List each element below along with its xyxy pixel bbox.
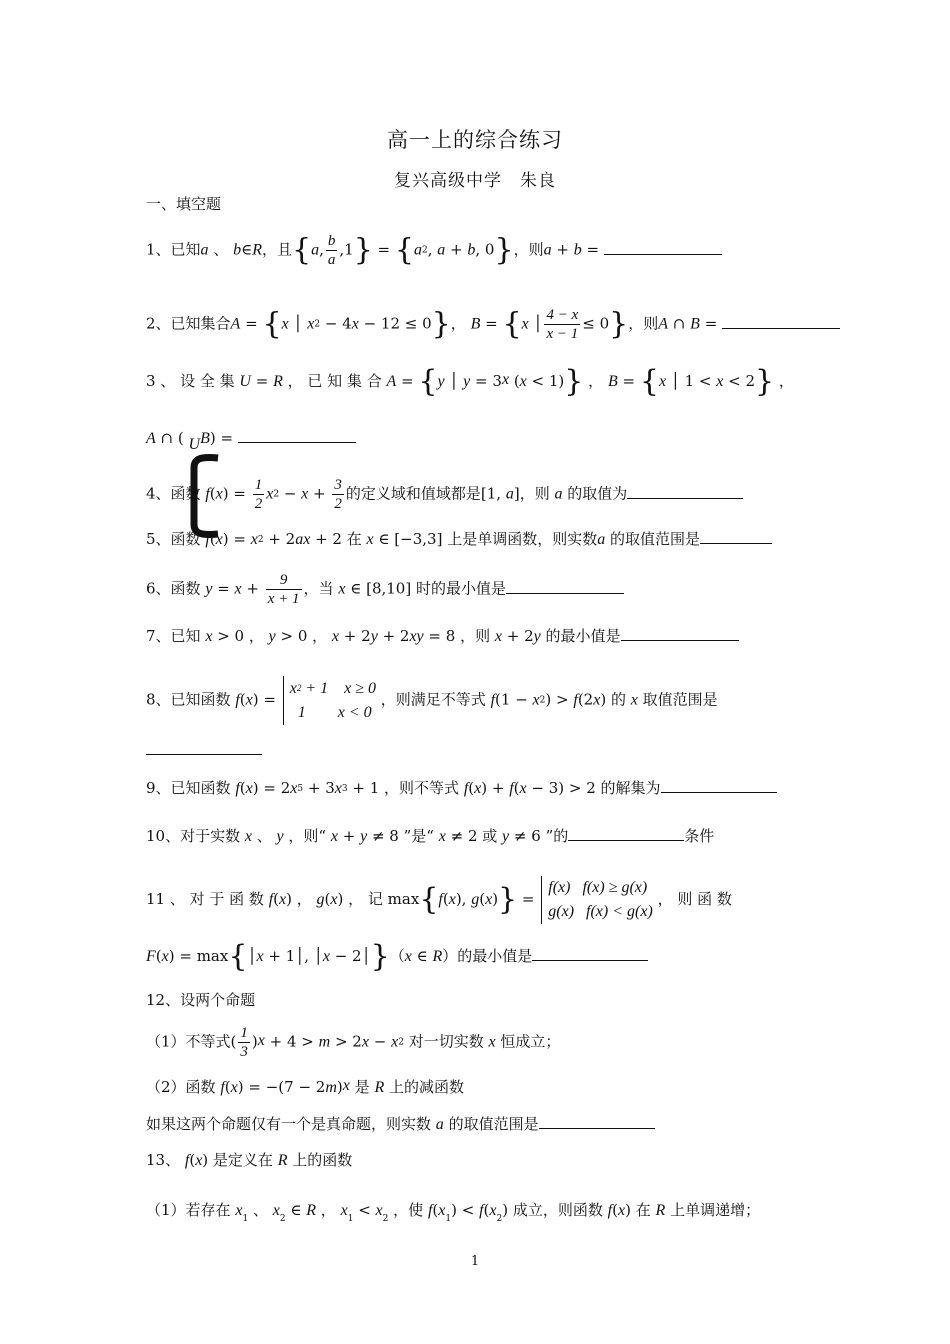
question-6: 6、函数 y = x + $\frac{9}{x + 1}$ ，当 x ∈ [8,10] 时的最小值是 <box>146 571 624 608</box>
question-13: 13、 f(x) 是定义在 R 上的函数 <box>146 1151 353 1169</box>
question-5: 5、函数 $f(x) = x^2 + 2ax + 2$ 在 x ∈ [−3,3] 上是单调函数，则实数a 的取值范围是 <box>146 529 772 550</box>
question-8: 8、已知函数 f(x) = $x^2 + 1$ x ≥ 0 1 x < 0 ，则满足不等式 $f(1 - x^2) > f(2x)$ 的 x 取值范围是 <box>146 676 718 725</box>
question-3: 3 、 设 全 集 U = R ， 已 知 集 合 A = {y │ $y = 3^x$ (x < 1)} ， B = {x │ 1 < x < 2} ， <box>146 364 794 399</box>
question-3-cont: A ∩ ( $_U$B) = <box>146 428 356 457</box>
question-10: 10、对于实数 x 、 y ，则“ x + y ≠ 8 ”是“ x ≠ 2 或 y ≠ 6 ”的 条件 <box>146 827 715 845</box>
question-12-part-1: （1）不等式( $\frac{1}{3}$ )$^x + 4 > m > 2x - x^2$ 对一切实数 x 恒成立； <box>146 1025 561 1060</box>
question-12: 12、设两个命题 <box>146 991 256 1009</box>
question-2: 2、已知集合A = {x │ $x^2 - 4x - 12 \le 0$}， B = {x │ $\frac{4 - x}{x - 1}$ ≤ 0}，则A ∩ B = <box>146 306 840 343</box>
page-title: 高一上的综合练习 <box>387 128 563 152</box>
question-9: 9、已知函数 $f(x) = 2x^5 + 3x^3 + 1$ ，则不等式 f(x) + f(x − 3) > 2 的解集为 <box>146 778 777 799</box>
question-11: 11 、 对 于 函 数 f(x) ， g(x) ， 记 max{f(x), g(x)} = f(x) f(x) ≥ g(x) g(x) f(x) < g(x) ， 则 函 数 <box>146 876 732 924</box>
question-1: 1、已知a 、 b∈R，且{a, $\frac{b}{a}$ $,1\} = \{a^2$, a + b, 0}，则a + b = <box>146 232 722 269</box>
question-8-blank <box>146 740 262 760</box>
question-4: 4、函数 f(x) = $\frac{1}{2}$ $x^2 - x$ + $\frac{3}{2}$ 的定义域和值域都是[1, a]，则 a 的取值为 <box>146 476 743 513</box>
question-13-part-1: （1）若存在 $x_1$ 、 $x_2$ ∈ R ， $x_1 < x_2$ ，使 $f(x_1) < f(x_2)$ 成立，则函数 f(x) 在 R 上单调递增； <box>146 1201 761 1224</box>
question-7: 7、已知 x > 0 ， y > 0 ， x + 2y + 2xy = 8 ，则 x + 2y 的最小值是 <box>146 626 739 647</box>
question-12-part-2: （2）函数 $f(x) = -(7 - 2m)^x$ 是 R 上的减函数 <box>146 1077 465 1096</box>
question-12-conclusion: 如果这两个命题仅有一个是真命题，则实数 a 的取值范围是 <box>146 1114 655 1135</box>
page-subtitle: 复兴高级中学 朱良 <box>394 171 556 191</box>
question-11-cont: F(x) = max{│x + 1│, │x − 2│}（x ∈ R）的最小值是 <box>146 946 648 967</box>
section-heading: 一、填空题 <box>146 195 222 213</box>
page-number: 1 <box>470 1254 480 1269</box>
